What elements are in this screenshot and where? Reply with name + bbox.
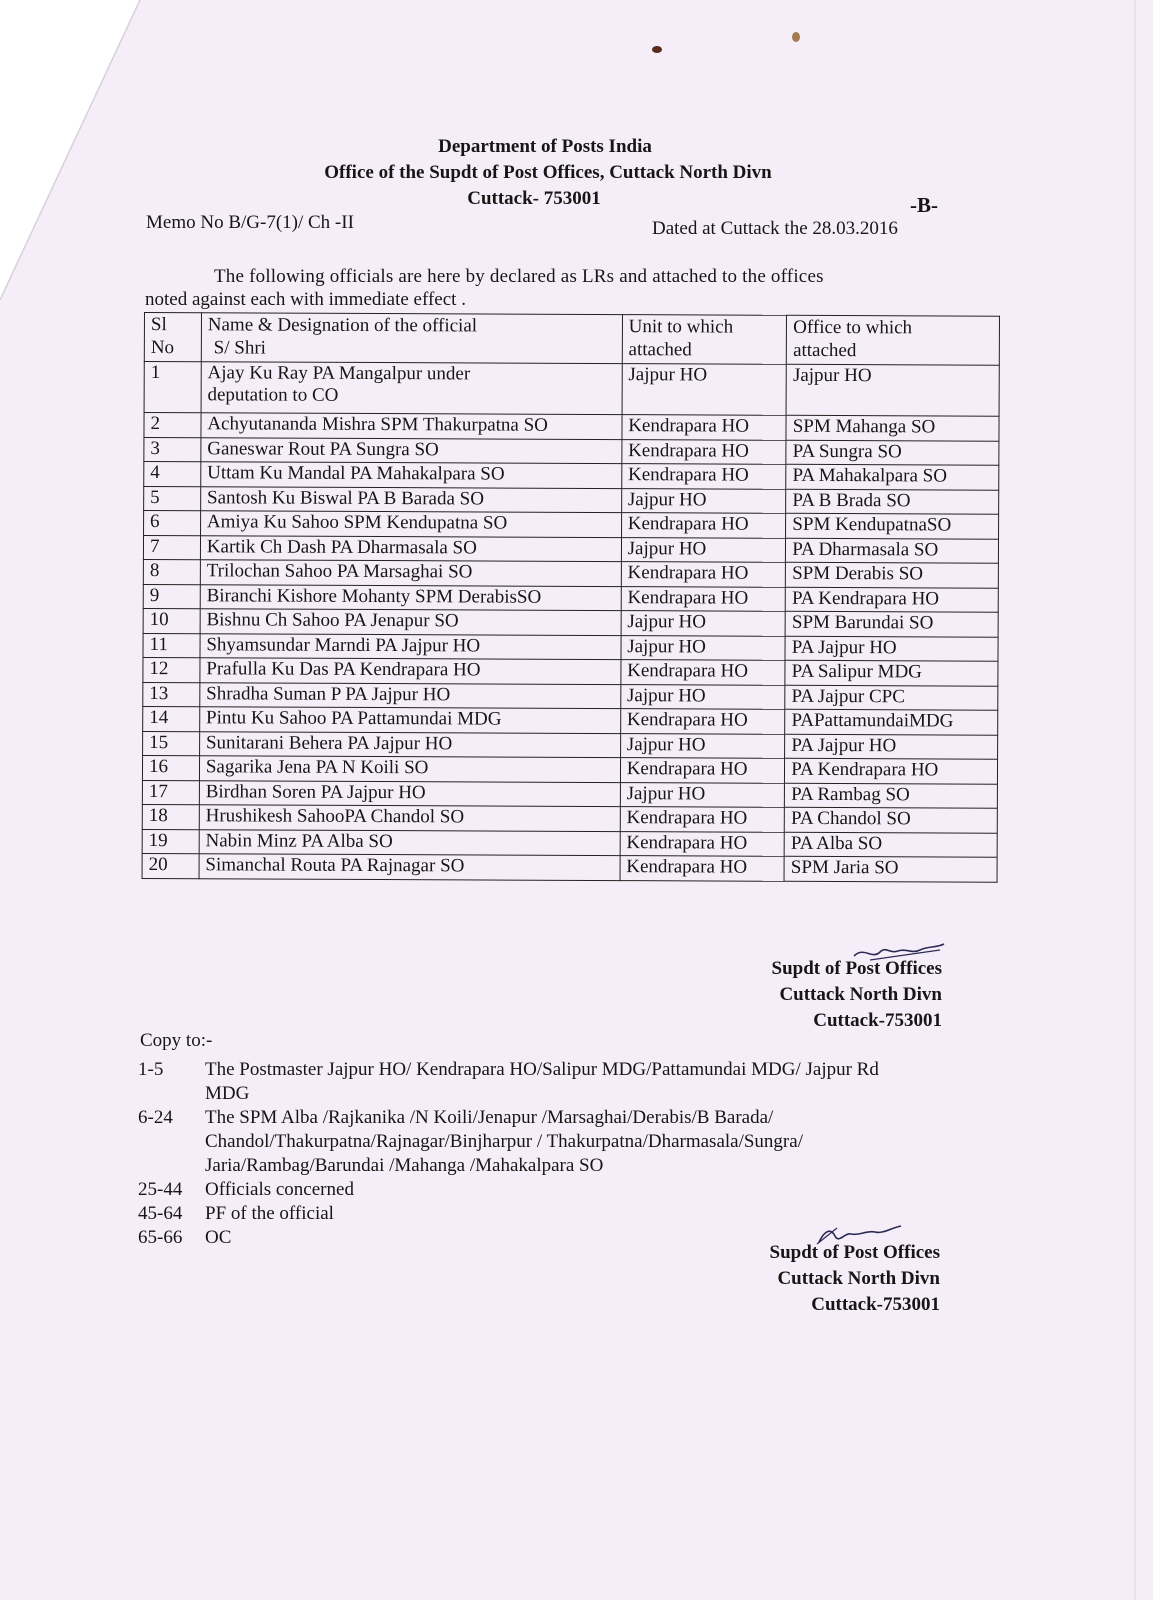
copy-text: PF of the official xyxy=(205,1203,334,1224)
list-item xyxy=(138,1202,925,1226)
cell-unit: Kendrapara HO xyxy=(621,586,786,611)
cell-unit: Jajpur HO xyxy=(620,782,785,807)
table-row xyxy=(143,584,998,612)
signatory-division: Cuttack North Divn xyxy=(777,1268,940,1289)
copy-text: OC xyxy=(205,1227,232,1248)
table-row xyxy=(142,780,997,808)
table-row xyxy=(144,413,999,441)
office-address: Cuttack- 753001 xyxy=(467,188,601,209)
cell-unit: Kendrapara HO xyxy=(620,831,785,856)
cell-unit: Jajpur HO xyxy=(622,364,787,416)
signature-block-1 xyxy=(700,956,942,1034)
cell-sl: 12 xyxy=(143,657,200,682)
cell-name: Uttam Ku Mandal PA Mahakalpara SO xyxy=(201,462,622,488)
cell-office: PA B Brada SO xyxy=(786,489,999,514)
memo-number: Memo No B/G-7(1)/ Ch -II xyxy=(146,212,354,233)
cell-unit: Jajpur HO xyxy=(621,537,786,562)
copy-range: 65-66 xyxy=(138,1227,183,1248)
cell-name: Ajay Ku Ray PA Mangalpur under deputation to CO xyxy=(201,362,622,415)
intro-line-2: noted against each with immediate effect . xyxy=(145,289,466,310)
cell-name: Simanchal Routa PA Rajnagar SO xyxy=(199,854,620,880)
signatory-address: Cuttack-753001 xyxy=(813,1010,942,1031)
cell-name: Ganeswar Rout PA Sungra SO xyxy=(201,437,622,463)
header-unit: Unit to which attached xyxy=(622,315,787,365)
cell-sl: 9 xyxy=(143,584,200,609)
cell-office: PA Kendrapara HO xyxy=(785,587,998,612)
cell-sl: 18 xyxy=(142,804,199,829)
cell-name: Sagarika Jena PA N Koili SO xyxy=(199,756,620,782)
cell-name: Kartik Ch Dash PA Dharmasala SO xyxy=(200,535,621,561)
cell-sl: 20 xyxy=(142,853,199,878)
copy-range: 25-44 xyxy=(138,1179,183,1200)
cell-unit: Kendrapara HO xyxy=(621,660,786,685)
cell-office: PA Sungra SO xyxy=(786,440,999,465)
cell-name: Santosh Ku Biswal PA B Barada SO xyxy=(200,486,621,512)
cell-name: Hrushikesh SahooPA Chandol SO xyxy=(199,805,620,831)
list-item xyxy=(138,1178,925,1202)
lr-attachment-table xyxy=(142,312,1000,882)
cell-sl: 6 xyxy=(144,511,201,536)
table-row xyxy=(142,829,997,857)
table-row xyxy=(142,755,997,783)
cell-unit: Kendrapara HO xyxy=(621,464,786,489)
cell-name: Achyutananda Mishra SPM Thakurpatna SO xyxy=(201,413,622,439)
cell-sl: 8 xyxy=(143,559,200,584)
cell-office: PA Rambag SO xyxy=(785,783,998,808)
cell-sl: 4 xyxy=(144,462,201,487)
cell-unit: Kendrapara HO xyxy=(621,562,786,587)
memo-date: Dated at Cuttack the 28.03.2016 xyxy=(652,218,898,239)
table-row xyxy=(143,706,998,734)
copy-text: The SPM Alba /Rajkanika /N Koili/Jenapur /Marsaghai/Derabis/B Barada/ Chandol/Thakurpatna/Rajnagar/Binjharpur / Thakurpatna/Dharmasala/Sungra/ Jaria/Rambag/Barundai /Mahanga /Mahakalpara SO xyxy=(205,1107,803,1176)
cell-unit: Kendrapara HO xyxy=(622,439,787,464)
cell-office: SPM Jaria SO xyxy=(784,856,997,881)
signatory-title: Supdt of Post Offices xyxy=(771,958,942,979)
intro-line-1: The following officials are here by declared as LRs and attached to the offices xyxy=(214,266,824,287)
header-office: Office to which attached xyxy=(787,315,1000,365)
copy-text: The Postmaster Jajpur HO/ Kendrapara HO/Salipur MDG/Pattamundai MDG/ Jajpur Rd MDG xyxy=(205,1059,879,1104)
header-sl: Sl No xyxy=(144,313,201,362)
cell-office: SPM Barundai SO xyxy=(785,611,998,636)
cell-sl: 7 xyxy=(143,535,200,560)
copy-range: 1-5 xyxy=(138,1059,164,1080)
cell-name: Birdhan Soren PA Jajpur HO xyxy=(199,780,620,806)
copy-range: 6-24 xyxy=(138,1107,173,1128)
cell-office: SPM KendupatnaSO xyxy=(786,513,999,538)
cell-unit: Jajpur HO xyxy=(621,488,786,513)
list-item xyxy=(138,1058,925,1106)
ink-speck xyxy=(792,32,800,42)
cell-unit: Jajpur HO xyxy=(621,611,786,636)
table-row xyxy=(144,437,999,465)
ink-speck xyxy=(652,46,662,53)
cell-unit: Kendrapara HO xyxy=(620,709,785,734)
cell-name: Shradha Suman P PA Jajpur HO xyxy=(200,682,621,708)
table-row xyxy=(143,535,998,563)
signatory-title: Supdt of Post Offices xyxy=(769,1242,940,1263)
cell-name: Trilochan Sahoo PA Marsaghai SO xyxy=(200,560,621,586)
cell-sl: 1 xyxy=(144,362,201,413)
cell-office: PA Alba SO xyxy=(784,832,997,857)
cell-sl: 14 xyxy=(143,706,200,731)
table-row xyxy=(144,462,999,490)
table-row xyxy=(142,804,997,832)
cell-office: PA Salipur MDG xyxy=(785,660,998,685)
cell-office: PA Mahakalpara SO xyxy=(786,464,999,489)
list-item xyxy=(138,1106,925,1178)
cell-unit: Jajpur HO xyxy=(620,733,785,758)
cell-name: Biranchi Kishore Mohanty SPM DerabisSO xyxy=(200,584,621,610)
table-row xyxy=(144,362,999,417)
cell-sl: 11 xyxy=(143,633,200,658)
cell-office: PA Kendrapara HO xyxy=(785,758,998,783)
cell-unit: Kendrapara HO xyxy=(622,415,787,440)
table-row xyxy=(143,633,998,661)
cell-sl: 5 xyxy=(144,486,201,511)
cell-unit: Kendrapara HO xyxy=(620,758,785,783)
department-heading: Department of Posts India xyxy=(438,136,652,157)
table-row xyxy=(144,511,999,539)
cell-sl: 2 xyxy=(144,413,201,438)
cell-office: PA Jajpur CPC xyxy=(785,685,998,710)
cell-name: Pintu Ku Sahoo PA Pattamundai MDG xyxy=(200,707,621,733)
cell-office: SPM Derabis SO xyxy=(786,562,999,587)
cell-name: Nabin Minz PA Alba SO xyxy=(199,829,620,855)
cell-name: Prafulla Ku Das PA Kendrapara HO xyxy=(200,658,621,684)
table-row xyxy=(142,853,997,881)
table-row xyxy=(143,682,998,710)
cell-office: PA Dharmasala SO xyxy=(786,538,999,563)
cell-unit: Kendrapara HO xyxy=(620,807,785,832)
cell-sl: 16 xyxy=(142,755,199,780)
cell-office: Jajpur HO xyxy=(786,364,999,416)
cell-sl: 10 xyxy=(143,608,200,633)
cell-sl: 19 xyxy=(142,829,199,854)
cell-unit: Jajpur HO xyxy=(620,684,785,709)
cell-sl: 3 xyxy=(144,437,201,462)
table-row xyxy=(143,559,998,587)
copy-to-heading: Copy to:- xyxy=(140,1030,213,1051)
table-row xyxy=(143,657,998,685)
cell-office: PA Chandol SO xyxy=(784,807,997,832)
cell-office: PA Jajpur HO xyxy=(785,734,998,759)
cell-name: Sunitarani Behera PA Jajpur HO xyxy=(199,731,620,757)
cell-unit: Kendrapara HO xyxy=(621,513,786,538)
section-mark: -B- xyxy=(910,193,938,217)
copy-to-list xyxy=(138,1058,925,1250)
cell-unit: Jajpur HO xyxy=(621,635,786,660)
table-row xyxy=(143,608,998,636)
cell-sl: 17 xyxy=(142,780,199,805)
cell-office: PAPattamundaiMDG xyxy=(785,709,998,734)
signature-block-2 xyxy=(700,1240,940,1318)
table-row xyxy=(143,731,998,759)
table-header-row xyxy=(144,313,999,366)
signatory-division: Cuttack North Divn xyxy=(779,984,942,1005)
signatory-address: Cuttack-753001 xyxy=(811,1294,940,1315)
cell-name: Shyamsundar Marndi PA Jajpur HO xyxy=(200,633,621,659)
table-row xyxy=(144,486,999,514)
header-name: Name & Designation of the official S/ Shri xyxy=(201,313,622,364)
office-heading: Office of the Supdt of Post Offices, Cuttack North Divn xyxy=(324,162,772,183)
cell-name: Bishnu Ch Sahoo PA Jenapur SO xyxy=(200,609,621,635)
cell-sl: 13 xyxy=(143,682,200,707)
copy-range: 45-64 xyxy=(138,1203,183,1224)
cell-office: SPM Mahanga SO xyxy=(786,415,999,440)
copy-text: Officials concerned xyxy=(205,1179,354,1200)
cell-office: PA Jajpur HO xyxy=(785,636,998,661)
cell-sl: 15 xyxy=(143,731,200,756)
cell-unit: Kendrapara HO xyxy=(620,856,785,881)
cell-name: Amiya Ku Sahoo SPM Kendupatna SO xyxy=(200,511,621,537)
